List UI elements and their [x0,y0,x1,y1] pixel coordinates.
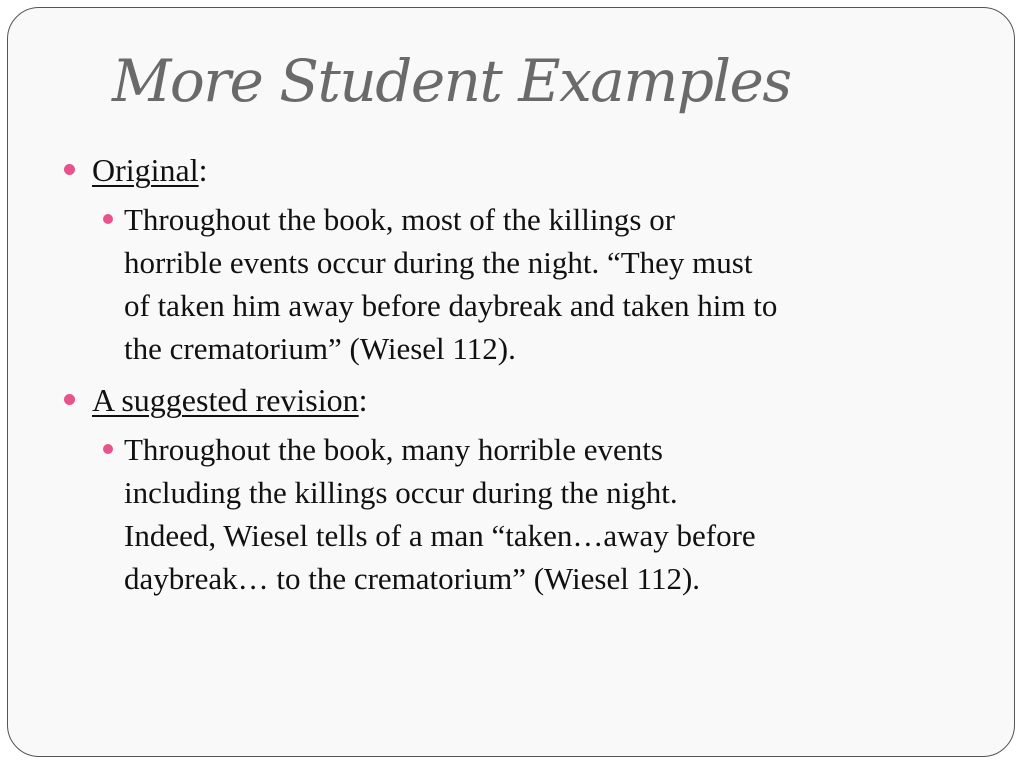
pink-dot-bullet-icon [64,394,75,405]
bullet-label-original: Original [92,152,199,188]
bullet-label-suffix: : [358,382,368,418]
text-line: Throughout the book, many horrible events [124,432,663,467]
text-line: of taken him away before daybreak and taken him to [124,288,778,323]
text-line: including the killings occur during the night. [124,475,678,510]
slide-title: More Student Examples [112,47,791,115]
pink-dot-bullet-icon [64,164,75,175]
text-line: horrible events occur during the night. “They must [124,245,753,280]
bullet-label-suggested-revision: A suggested revision [92,382,359,418]
sub-bullet-revision-text [124,428,984,600]
bullet-label-suffix: : [198,152,208,188]
bullet-original [92,150,208,190]
sub-bullet-original-text [124,198,984,370]
bullet-suggested-revision [92,380,368,420]
text-line: Indeed, Wiesel tells of a man “taken…away before [124,518,756,553]
pink-dot-bullet-icon [103,214,113,224]
text-line: Throughout the book, most of the killings or [124,202,676,237]
text-line: the crematorium” (Wiesel 112). [124,331,516,366]
text-line: daybreak… to the crematorium” (Wiesel 112). [124,561,701,596]
pink-dot-bullet-icon [103,444,113,454]
